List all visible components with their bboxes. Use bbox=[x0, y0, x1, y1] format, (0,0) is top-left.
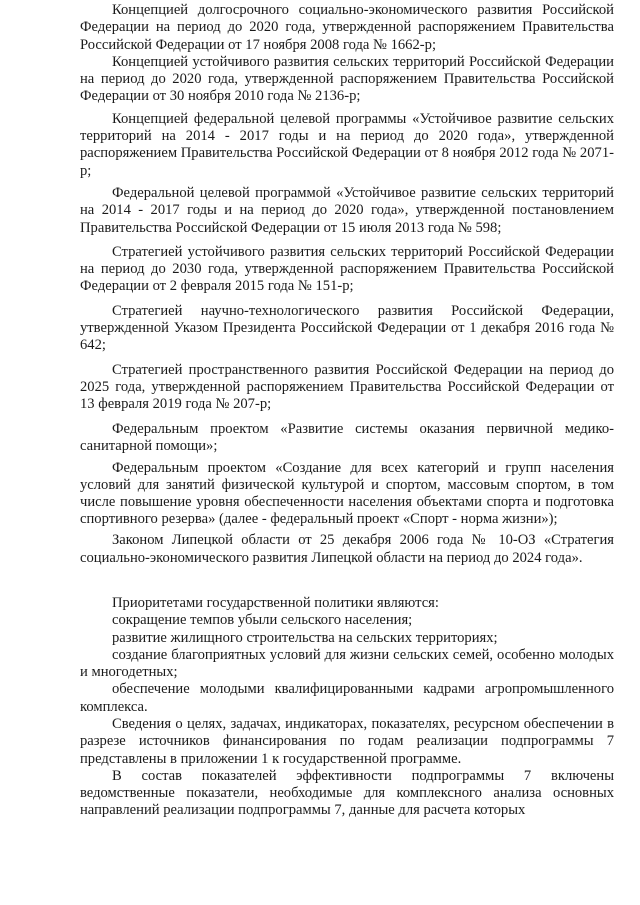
list-item-priority: обеспечение молодыми квалифицированными кадрами агропромышленного комплекса. bbox=[80, 681, 614, 715]
list-item-priority: сокращение темпов убыли сельского населения; bbox=[112, 612, 413, 629]
paragraph-project-sport: Федеральным проектом «Создание для всех категорий и групп населения условий для занятий физической культурой и спортом, массовым спортом, в том числе повышение уровня обеспеченности населения объектами спорта и подготовка спортивного резерва» (далее - федеральный проект «Спорт - норма жизни»); bbox=[80, 460, 614, 527]
paragraph-concept-2020: Концепцией долгосрочного социально-экономического развития Российской Федерации на период до 2020 года, утвержденной распоряжением Правительства Российской Федерации от 17 ноября 2008 года № 1662-р; bbox=[80, 2, 614, 53]
paragraph-concept-rural-2020: Концепцией устойчивого развития сельских территорий Российской Федерации на период до 2020 года, утвержденной распоряжением Правительства Российской Федерации от 30 ноября 2010 года № 2136-р; bbox=[80, 53, 614, 105]
paragraph-priorities-heading: Приоритетами государственной политики являются: bbox=[112, 594, 439, 611]
paragraph-strategy-spatial: Стратегией пространственного развития Российской Федерации на период до 2025 года, утвержденной распоряжением Правительства Российской Федерации от 13 февраля 2019 года № 207-р; bbox=[80, 361, 614, 413]
paragraph-law-lipetsk: Законом Липецкой области от 25 декабря 2006 года № 10-ОЗ «Стратегия социально-экономического развития Липецкой области на период до 2024 года». bbox=[80, 532, 614, 566]
paragraph-concept-fcp: Концепцией федеральной целевой программы «Устойчивое развитие сельских территорий на 2014 - 2017 годы и на период до 2020 года», утвержденной распоряжением Правительства Российской Федерации от 8 ноября 2012 года № 2071-р; bbox=[80, 110, 614, 179]
list-item-priority: создание благоприятных условий для жизни сельских семей, особенно молодых и многодетных; bbox=[80, 646, 614, 681]
paragraph-strategy-rural-2030: Стратегией устойчивого развития сельских территорий Российской Федерации на период до 2030 года, утвержденной распоряжением Правительства Российской Федерации от 2 февраля 2015 года № 151-р; bbox=[80, 243, 614, 295]
paragraph-strategy-science: Стратегией научно-технологического развития Российской Федерации, утвержденной Указом Президента Российской Федерации от 1 декабря 2016 года № 642; bbox=[80, 302, 614, 354]
paragraph-fcp-rural: Федеральной целевой программой «Устойчивое развитие сельских территорий на 2014 - 2017 годы и на период до 2020 года», утвержденной постановлением Правительства Российской Федерации от 15 июля 2013 года № 598; bbox=[80, 184, 614, 236]
list-item-priority: развитие жилищного строительства на сельских территориях; bbox=[112, 629, 498, 646]
paragraph-indicators: В состав показателей эффективности подпрограммы 7 включены ведомственные показатели, необходимые для комплексного анализа основных направлений реализации подпрограммы 7, данные для расчета которых bbox=[80, 767, 614, 819]
paragraph-goals-info: Сведения о целях, задачах, индикаторах, показателях, ресурсном обеспечении в разрезе источников финансирования по годам реализации подпрограммы 7 представлены в приложении 1 к государственной программе. bbox=[80, 715, 614, 767]
paragraph-project-medical: Федеральным проектом «Развитие системы оказания первичной медико-санитарной помощи»; bbox=[80, 420, 614, 454]
